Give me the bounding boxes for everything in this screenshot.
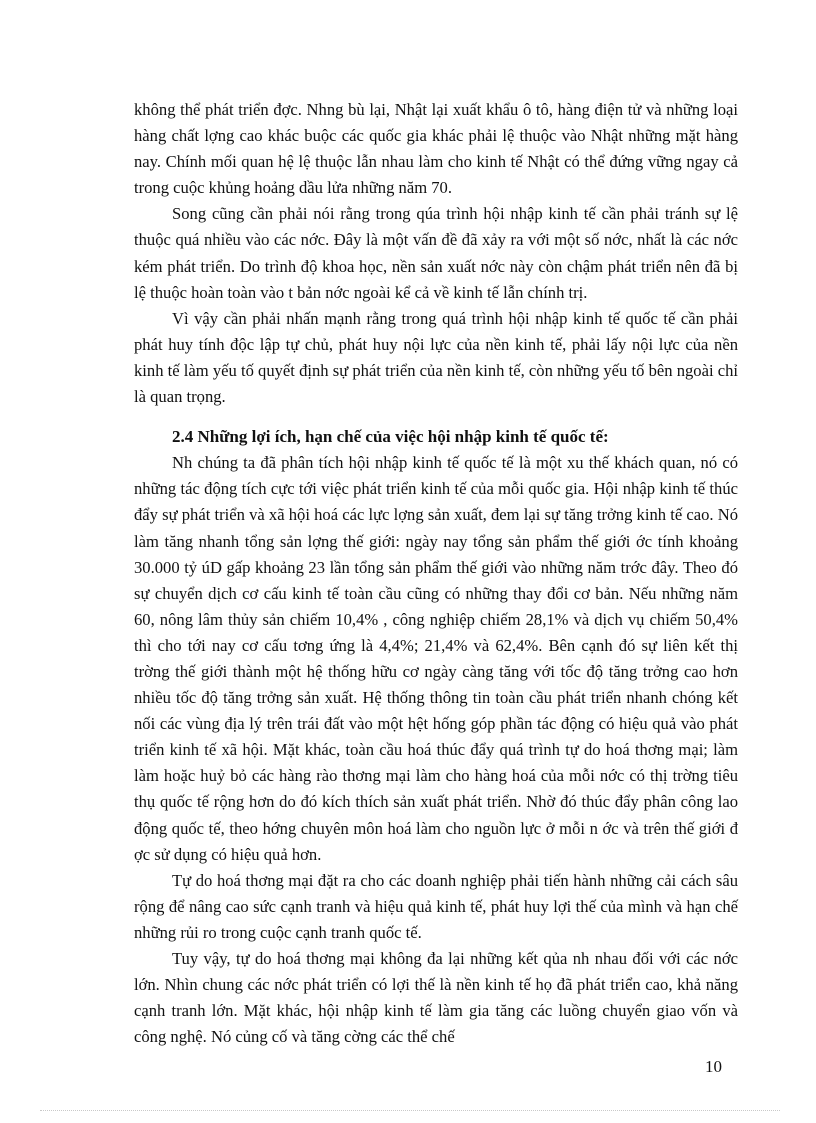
paragraph-6: Tuy vậy, tự do hoá thơng mại không đa lại những kết qủa nh nhau đối với các nớc lớn. Nhìn chung các nớc phát triển có lợi thế là nền kinh tế họ đã phát triển cao, khả năng cạnh tranh lớn. Mặt khác, hội nhập kinh tế làm gia tăng các luồng chuyển giao vốn và công nghệ. Nó củng cố và tăng cờng các thể chế xyxy=(134,949,738,1047)
paragraph-4: Nh chúng ta đã phân tích hội nhập kinh tế quốc tế là một xu thế khách quan, nó có những tác động tích cực tới việc phát triển kinh tế của mỗi quốc gia. Hội nhập kinh tế thúc đẩy sự phát triển và xã hội hoá các lực lợng sản xuất, đem lại sự tăng trởng kinh tế cao. Nó làm tăng nhanh tổng sản lợng thế giới: ngày nay tổng sản phẩm thế giới ớc tính khoảng 30.000 tỷ úD gấp khoảng 23 lần tổng sản phẩm thế giới vào những năm trớc đây. Theo đó sự chuyển dịch cơ cấu kinh tế toàn cầu cũng có những thay đổi cơ bản. Nếu những năm 60, nông lâm thủy sản chiếm 10,4% , công nghiệp chiếm 28,1% và dịch vụ chiếm 50,4% thì cho tới nay cơ cấu tơng ứng là 4,4%; 21,4% và 62,4%. Bên cạnh đó sự liên kết thị trờng thế giới thành một hệ thống hữu cơ ngày càng tăng với tốc độ tăng trởng cao hơn nhiều tốc độ tăng trởng sản xuất. Hệ thống thông tin toàn cầu phát triển nhanh chóng kết nối các vùng địa lý trên trái đất vào một hệt hống góp phần tác động có hiệu quả vào phát triển kinh tế xã hội. Mặt khác, toàn cầu hoá thúc đẩy quá trình tự do hoá thơng mại; làm làm hoặc huỷ bỏ các hàng rào thơng mại làm cho hàng hoá của mỗi nớc có thị trờng tiêu thụ quốc tế rộng hơn do đó kích thích sản xuất phát triển. Nhờ đó thúc đẩy phân công lao động quốc tế, theo hớng chuyên môn hoá làm cho nguồn lực ở mỗi n ớc và trên thế giới đ ợc sử dụng có hiệu quả hơn. xyxy=(134,453,738,864)
paragraph-1: không thể phát triển đợc. Nhng bù lại, Nhật lại xuất khẩu ô tô, hàng điện tử và những loại hàng chất lợng cao khác buộc các quốc gia khác phải lệ thuộc vào Nhật những mặt hàng nay. Chính mối quan hệ lệ thuộc lẫn nhau làm cho kinh tế Nhật có thể đứng vững ngay cả trong cuộc khủng hoảng dầu lửa những năm 70. xyxy=(134,100,738,198)
page-bottom-divider xyxy=(40,1110,780,1111)
body-text xyxy=(134,97,738,1050)
paragraph-2: Song cũng cần phải nói rằng trong qúa trình hội nhập kinh tế cần phải tránh sự lệ thuộc quá nhiều vào các nớc. Đây là một vấn đề đã xảy ra với một số nớc, nhất là các nớc kém phát triển. Do trình độ khoa học, nền sản xuất nớc này còn chậm phát triển nên đã bị lệ thuộc hoàn toàn vào t bản nớc ngoài kể cả về kinh tế lẫn chính trị. xyxy=(134,204,738,302)
paragraph-5: Tự do hoá thơng mại đặt ra cho các doanh nghiệp phải tiến hành những cải cách sâu rộng để nâng cao sức cạnh tranh và hiệu quả kinh tế, phát huy lợi thế của mình và hạn chế những rủi ro trong cuộc cạnh tranh quốc tế. xyxy=(134,870,738,942)
page-number: 10 xyxy=(705,1057,722,1076)
section-heading: 2.4 Những lợi ích, hạn chế của việc hội nhập kinh tế quốc tế: xyxy=(172,427,609,447)
paragraph-3: Vì vậy cần phải nhấn mạnh rằng trong quá trình hội nhập kinh tế quốc tế cần phải phát huy tính độc lập tự chủ, phát huy nội lực của nền kinh tế, phải lấy nội lực của nền kinh tế làm yếu tố quyết định sự phát triển của nền kinh tế, còn những yếu tố bên ngoài chỉ là quan trọng. xyxy=(134,308,738,407)
